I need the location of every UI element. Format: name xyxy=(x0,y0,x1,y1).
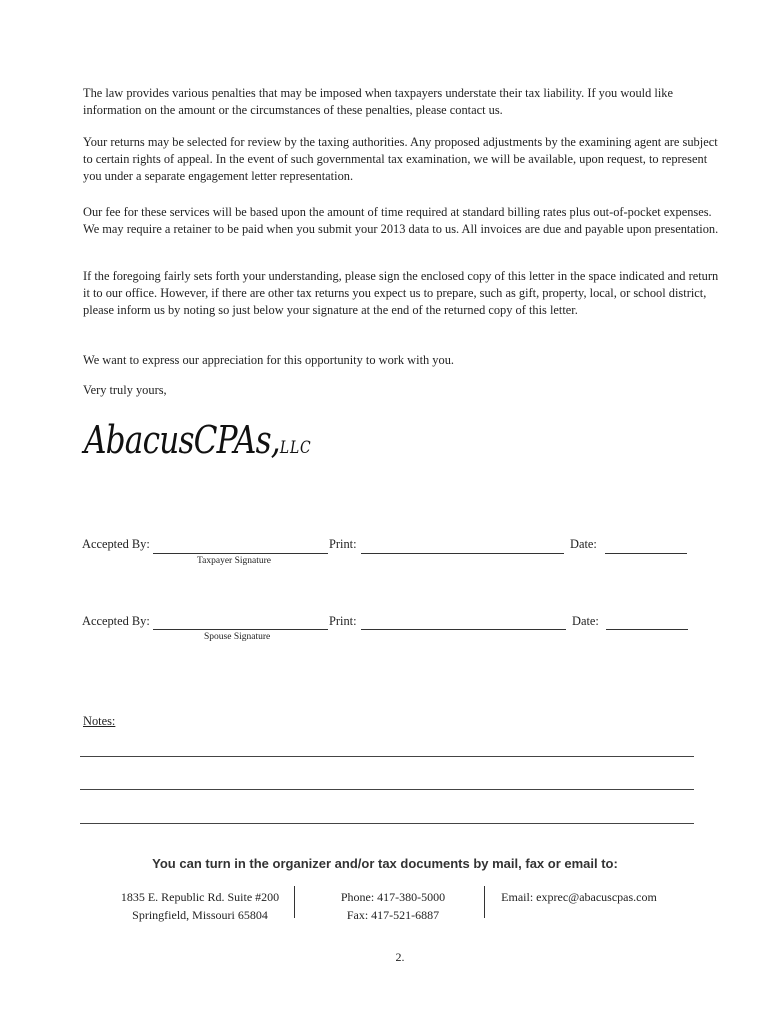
paragraph-understanding: If the foregoing fairly sets forth your understanding, please sign the enclosed copy of this letter in the space indicated and return it to our office. However, if there are other tax returns you expect us to prepare, such as gift, property, local, or school district, please inform us by noting so just below your signature at the end of the returned copy of this letter. xyxy=(83,269,719,317)
print-label: Print: xyxy=(329,614,357,628)
paragraph-appreciation: We want to express our appreciation for this opportunity to work with you. xyxy=(83,353,454,367)
spouse-signature-line[interactable] xyxy=(153,629,328,630)
email-address[interactable]: Email: exprec@abacuscpas.com xyxy=(501,890,657,904)
page-number: 2. xyxy=(395,950,405,964)
fax-number: Fax: 417-521-6887 xyxy=(346,908,440,922)
signature-name: AbacusCPAs, xyxy=(84,418,280,462)
notes-line[interactable] xyxy=(80,823,694,824)
taxpayer-print-line[interactable] xyxy=(361,553,564,554)
print-label: Print: xyxy=(329,537,357,551)
contact-numbers xyxy=(318,888,468,924)
taxpayer-signature-label: Taxpayer Signature xyxy=(197,556,271,566)
spouse-signature-label: Spouse Signature xyxy=(204,632,271,642)
paragraph-review: Your returns may be selected for review by the taxing authorities. Any proposed adjustments by the examining agent are subject to certain rights of appeal. In the event of such governmental tax examination, we will be available, upon request, to represent you under a separate engagement letter representation. xyxy=(83,135,718,183)
firm-signature xyxy=(84,418,312,462)
footer-divider xyxy=(484,886,485,918)
accepted-by-label: Accepted By: xyxy=(82,537,150,551)
spouse-print-line[interactable] xyxy=(361,629,566,630)
notes-label: Notes: xyxy=(83,714,116,728)
notes-line[interactable] xyxy=(80,756,694,757)
closing-salutation: Very truly yours, xyxy=(83,383,167,397)
mailing-address xyxy=(110,888,290,924)
taxpayer-signature-line[interactable] xyxy=(153,553,328,554)
taxpayer-date-line[interactable] xyxy=(605,553,687,554)
paragraph-penalties: The law provides various penalties that may be imposed when taxpayers understate their tax liability. If you would like information on the amount or the circumstances of these penalties, please contact us. xyxy=(83,86,674,117)
date-label: Date: xyxy=(570,537,597,551)
address-line-2: Springfield, Missouri 65804 xyxy=(132,908,268,922)
accepted-by-label: Accepted By: xyxy=(82,614,150,628)
signature-suffix: LLC xyxy=(279,438,312,458)
footer-title: You can turn in the organizer and/or tax documents by mail, fax or email to: xyxy=(152,856,618,871)
date-label: Date: xyxy=(572,614,599,628)
address-line-1: 1835 E. Republic Rd. Suite #200 xyxy=(120,890,280,904)
paragraph-fees: Our fee for these services will be based upon the amount of time required at standard billing rates plus out-of-pocket expenses. We may require a retainer to be paid when you submit your 2013 data to us. All invoices are due and payable upon presentation. xyxy=(83,205,719,236)
notes-line[interactable] xyxy=(80,789,694,790)
footer-divider xyxy=(294,886,295,918)
phone-number: Phone: 417-380-5000 xyxy=(340,890,446,904)
spouse-date-line[interactable] xyxy=(606,629,688,630)
